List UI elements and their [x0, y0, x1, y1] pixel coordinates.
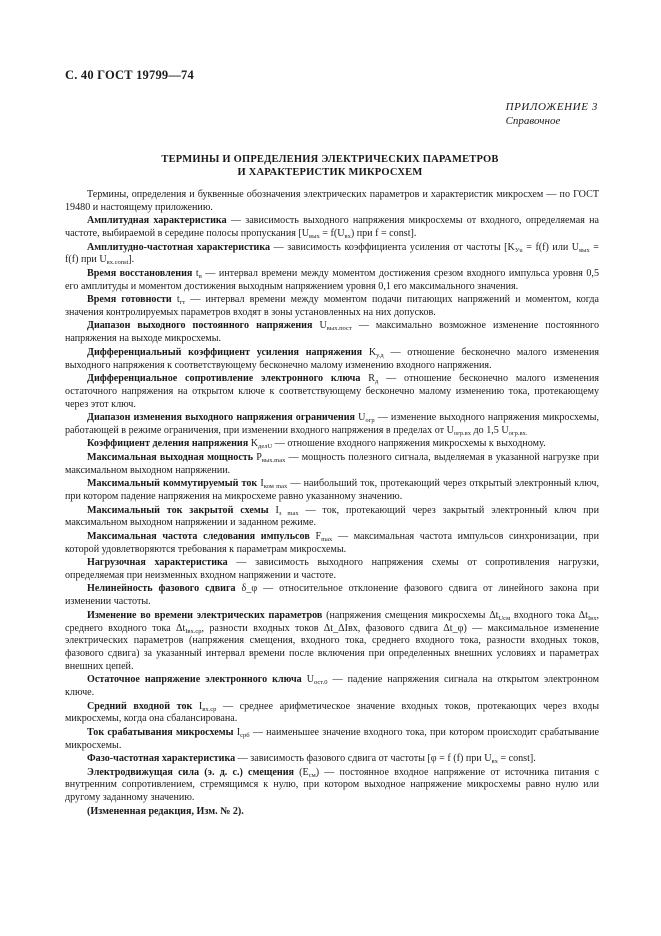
term-name: Максимальная выходная мощность [87, 451, 254, 463]
term-definition: (напряжения смещения микросхемы $\Delta t_{Uсм}$ входного тока $\Delta t_{Iвх}$, среднего входного тока $\Delta t_{Iвх.ср}$, разности входных токов Δt_ΔIвх, фазового сдвига Δt_φ) — максимальное изменение электрических параметров (напряжения смещения, входного тока, среднего входного тока, разности входных токов, фазового сдвига) за указанный интервал времени после включения при определенных внешних условиях и параметрах внешних цепей. [65, 609, 599, 672]
term-definition: $U_{вых.пост}$ — максимально возможное изменение постоянного напряжения на выходе микросхемы. [65, 320, 599, 345]
term-paragraph [65, 320, 599, 346]
intro-paragraph: Термины, определения и буквенные обозначения электрических параметров и характеристик микросхем — по ГОСТ 19480 и настоящему приложению. [65, 189, 599, 213]
term-definition: $F_{max}$ — максимальная частота импульсов синхронизации, при которой удовлетворяются требования к параметрам микросхемы. [65, 530, 599, 555]
term-definition: $t_{гт}$ — интервал времени между моментом подачи питающих напряжений и моментом, когда значения контролируемых параметров входят в зоны установленных на них допусков. [65, 294, 599, 318]
term-definition: $I_{ком max}$ — наибольший ток, протекающий через открытый электронный ключ, при котором падение напряжения на микросхеме равно указанному значению. [65, 478, 599, 503]
term-definition: — зависимость коэффициента усиления от частоты [$K_{Уu} = f(f)$ или $U_{вых} = f(f)$ при $U_{вх.const}$]. [65, 241, 600, 267]
term-definition: — зависимость выходного напряжения схемы от сопротивления нагрузки, определяемая при неизменных входном напряжении и частоте. [65, 557, 599, 581]
term-paragraph [65, 215, 599, 241]
term-definition: $t_в$ — интервал времени между моментом достижения срезом входного импульса уровня 0,5 его амплитуды и моментом достижения выходным напряжением уровня 0,1 его максимального значения. [65, 267, 600, 292]
term-paragraph [65, 373, 599, 411]
term-name: Коэффициент деления напряжения [87, 438, 249, 450]
terms-list [65, 215, 599, 805]
term-name: Дифференциальный коэффициент усиления напряжения [87, 346, 363, 358]
term-name: Время готовности [87, 294, 172, 306]
term-paragraph [65, 347, 599, 373]
terms-body [65, 189, 599, 819]
term-paragraph [65, 610, 599, 674]
term-name: Амплитудно-частотная характеристика [87, 241, 271, 253]
term-name: Средний входной ток [87, 700, 193, 712]
term-definition: δ_φ — относительное отклонение фазового сдвига от линейного закона при изменении частоты. [65, 583, 599, 608]
term-paragraph [65, 242, 599, 268]
term-name: Максимальный ток закрытой схемы [87, 504, 269, 516]
amendment-note: (Измененная редакция, Изм. № 2). [87, 805, 244, 817]
term-paragraph [65, 268, 599, 294]
term-name: Нагрузочная характеристика [87, 557, 228, 569]
term-definition: $I_{вх.ср}$ — среднее арифметическое значение входных токов, протекающих через входы микросхемы, когда она сбалансирована. [65, 700, 599, 725]
term-definition: $U_{ост.0}$ — падение напряжения сигнала на открытом электронном ключе. [65, 674, 600, 699]
term-definition: — зависимость выходного напряжения микросхемы от входного, определяемая на частоте, выбираемой в середине полосы пропускания [$U_{вых} = f(U_{вх})$ при f = const]. [65, 215, 599, 241]
term-definition: $U_{огр}$ — изменение выходного напряжения микросхемы, работающей в режиме ограничения, при изменении входного напряжения в пределах от $U_{огр.вх}$ до 1,5 $U_{огр.вх.}$ [65, 412, 599, 437]
term-paragraph [65, 674, 599, 700]
term-definition: $I_{срб}$ — наименьшее значение входного тока, при котором происходит срабатывание микросхемы. [65, 726, 600, 751]
term-name: Время восстановления [87, 267, 193, 279]
term-definition: $I_{з max}$ — ток, протекающий через закрытый электронный ключ при максимальном выходном напряжении и заданном режиме. [65, 504, 599, 529]
term-paragraph [65, 294, 599, 320]
appendix-subtitle: Справочное [505, 115, 561, 127]
term-paragraph [65, 727, 599, 753]
appendix-label [506, 100, 598, 128]
term-definition: $P_{вых.max}$ — мощность полезного сигнала, выделяемая в указанной нагрузке при максимальном выходном напряжении. [65, 451, 599, 476]
term-definition: $R_д$ — отношение бесконечно малого изменения остаточного напряжения на открытом ключе к соответствующему бесконечно малому изменению тока, протекающему через этот ключ. [65, 373, 599, 410]
term-definition: $K_{делU}$ — отношение входного напряжения микросхемы к выходному. [250, 438, 546, 451]
term-paragraph [65, 557, 599, 583]
term-name: Остаточное напряжение электронного ключа [87, 674, 302, 686]
document-title [65, 153, 595, 179]
term-paragraph [65, 438, 599, 451]
term-name: Нелинейность фазового сдвига [87, 583, 236, 595]
term-definition: $(E_{см})$ — постоянное входное напряжение от источника питания с внутренним сопротивлением, стремящимся к нулю, при котором выходное напряжение микросхемы равно нулю или другому заданному значению. [65, 766, 599, 804]
appendix-title: ПРИЛОЖЕНИЕ 3 [505, 101, 598, 113]
term-name: Изменение во времени электрических параметров [87, 609, 323, 621]
term-name: Фазо-частотная характеристика [87, 753, 236, 765]
term-name: Максимальная частота следования импульсов [87, 530, 310, 542]
document-title-line-1: ТЕРМИНЫ И ОПРЕДЕЛЕНИЯ ЭЛЕКТРИЧЕСКИХ ПАРАМЕТРОВ [161, 154, 499, 165]
term-definition: $K_{у.д}$ — отношение бесконечно малого изменения выходного напряжения к соответствующему бесконечно малому изменению входного напряжения. [65, 346, 599, 371]
term-paragraph [65, 478, 599, 504]
term-paragraph [65, 505, 599, 531]
term-paragraph [65, 412, 599, 438]
term-name: Диапазон выходного постоянного напряжения [87, 320, 313, 332]
term-paragraph [65, 767, 599, 805]
term-name: Амплитудная характеристика [87, 215, 227, 227]
term-name: Электродвижущая сила (э. д. с.) смещения [87, 766, 294, 778]
term-paragraph [65, 531, 599, 557]
term-name: Диапазон изменения выходного напряжения ограничения [87, 412, 355, 424]
term-name: Ток срабатывания микросхемы [87, 726, 234, 738]
term-name: Дифференциальное сопротивление электронного ключа [87, 373, 361, 385]
term-paragraph [65, 753, 599, 766]
term-paragraph [65, 701, 599, 727]
term-name: Максимальный коммутируемый ток [87, 478, 258, 490]
term-paragraph [65, 452, 599, 478]
term-paragraph [65, 583, 599, 609]
term-definition: — зависимость фазового сдвига от частоты [φ = f (f) при $U_{вх}$ = const]. [235, 753, 536, 766]
document-title-line-2: И ХАРАКТЕРИСТИК МИКРОСХЕМ [237, 167, 423, 178]
page-header: С. 40 ГОСТ 19799—74 [65, 68, 194, 82]
